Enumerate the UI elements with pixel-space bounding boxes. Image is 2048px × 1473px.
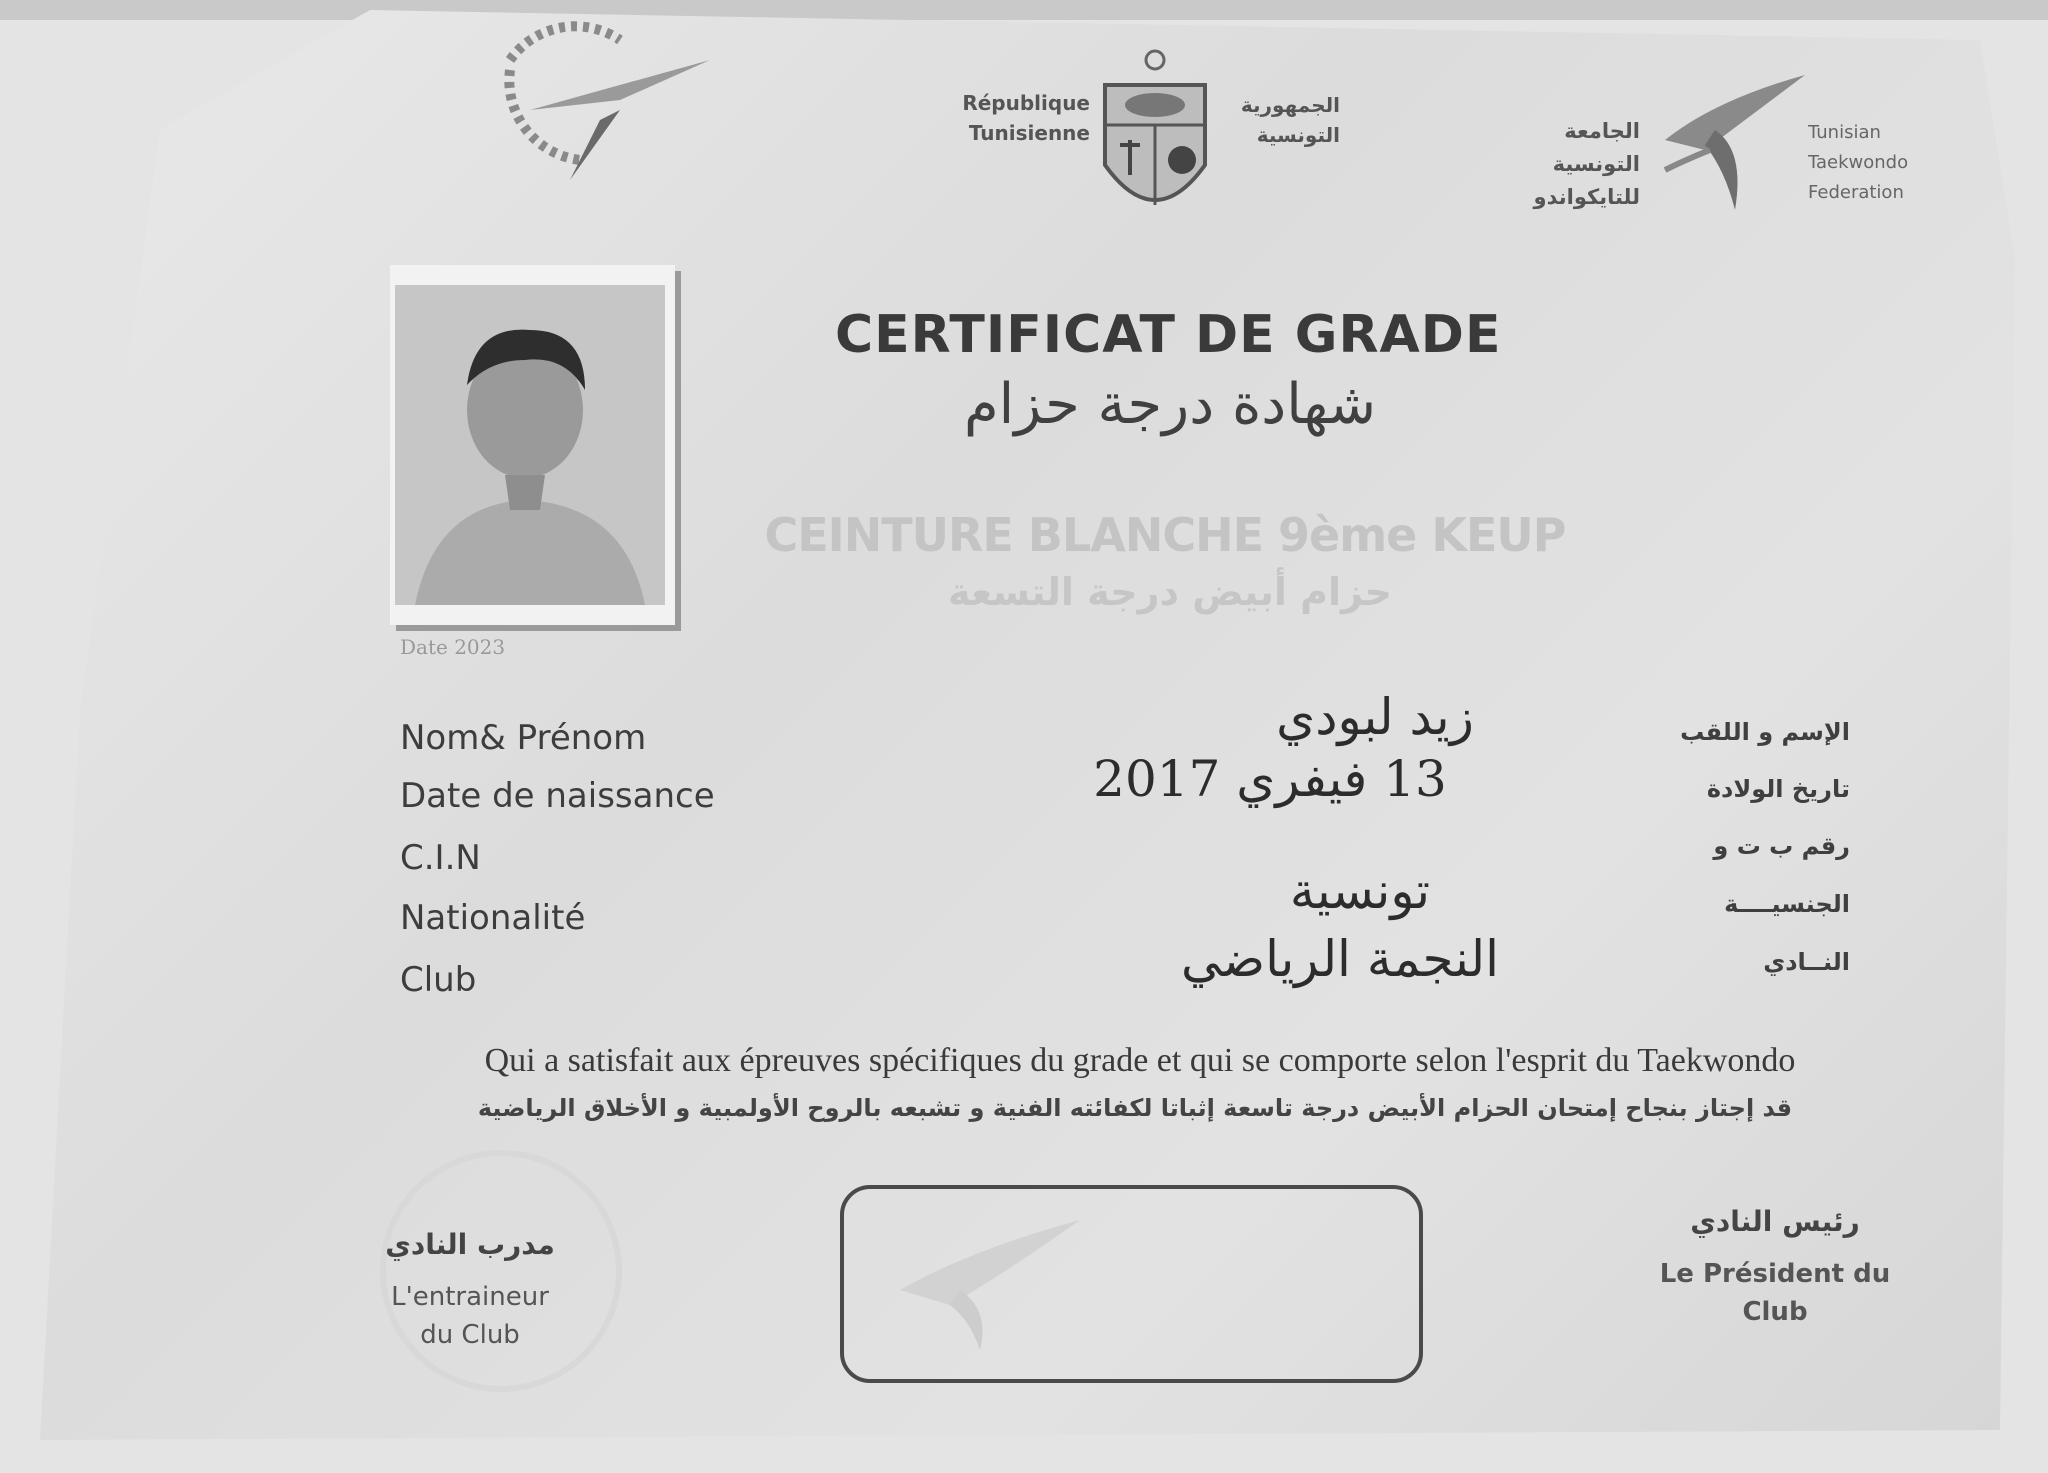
field-club-value: النجمة الرياضي <box>1180 930 1500 988</box>
country-name-ar: الجمهورية التونسية <box>1240 93 1340 147</box>
field-cin-label-ar: رقم ب ت و <box>1713 832 1850 860</box>
field-nationality-label-fr: Nationalité <box>400 898 586 938</box>
federation-name-ar: الجامعة التونسية للتايكواندو <box>1533 119 1640 209</box>
photo-date-stamp: Date 2023 <box>400 635 506 659</box>
field-nationality-value: تونسية <box>1289 862 1431 920</box>
president-title-fr: Le Président du Club <box>1659 1259 1891 1327</box>
grade-ar: حزام أبيض درجة التسعة <box>947 570 1392 614</box>
grade-fr: CEINTURE BLANCHE 9ème KEUP <box>764 508 1566 562</box>
field-club-label-ar: النــادي <box>1763 948 1850 976</box>
field-name-label-ar: الإسم و اللقب <box>1680 718 1850 746</box>
tunisia-coat-of-arms-icon <box>1090 45 1220 235</box>
field-name-label-fr: Nom& Prénom <box>400 718 647 758</box>
field-cin-label-fr: C.I.N <box>400 838 481 878</box>
field-nationality-label-ar: الجنسيــــة <box>1724 890 1850 918</box>
certificate-title-fr: CERTIFICAT DE GRADE <box>835 305 1502 365</box>
field-birthdate-label-fr: Date de naissance <box>400 776 715 816</box>
federation-name-en: Tunisian Taekwondo Federation <box>1808 122 1909 203</box>
certificate-title-ar: شهادة درجة حزام <box>963 372 1377 437</box>
world-taekwondo-logo-icon <box>470 20 720 190</box>
federation-logo-icon <box>1655 70 1815 210</box>
field-birthdate-value: 13 فيفري 2017 <box>1093 750 1447 808</box>
country-name-fr: République Tunisienne <box>962 91 1090 145</box>
background-edge <box>0 0 2048 20</box>
club-stamp-faint <box>380 1150 622 1392</box>
field-name-value: زيد لبودي <box>1276 688 1474 746</box>
coach-title-ar: مدرب النادي <box>385 1228 555 1261</box>
field-club-label-fr: Club <box>400 960 477 1000</box>
child-portrait-icon <box>395 285 665 605</box>
faint-seal-logo-icon <box>880 1210 1100 1350</box>
field-birthdate-label-ar: تاريخ الولادة <box>1706 775 1850 803</box>
coach-title-fr: L'entraineur du Club <box>391 1282 549 1350</box>
statement-fr: Qui a satisfait aux épreuves spécifiques du grade et qui se comporte selon l'esprit du Taekwondo <box>484 1042 1796 1079</box>
president-title-ar: رئيس النادي <box>1690 1205 1860 1238</box>
holder-photo <box>395 285 665 605</box>
statement-ar: قد إجتاز بنجاح إمتحان الحزام الأبيض درجة تاسعة إثباتا لكفائته الفنية و تشبعه بالروح الأولمبية و الأخلاق الرياضية <box>477 1094 1793 1122</box>
